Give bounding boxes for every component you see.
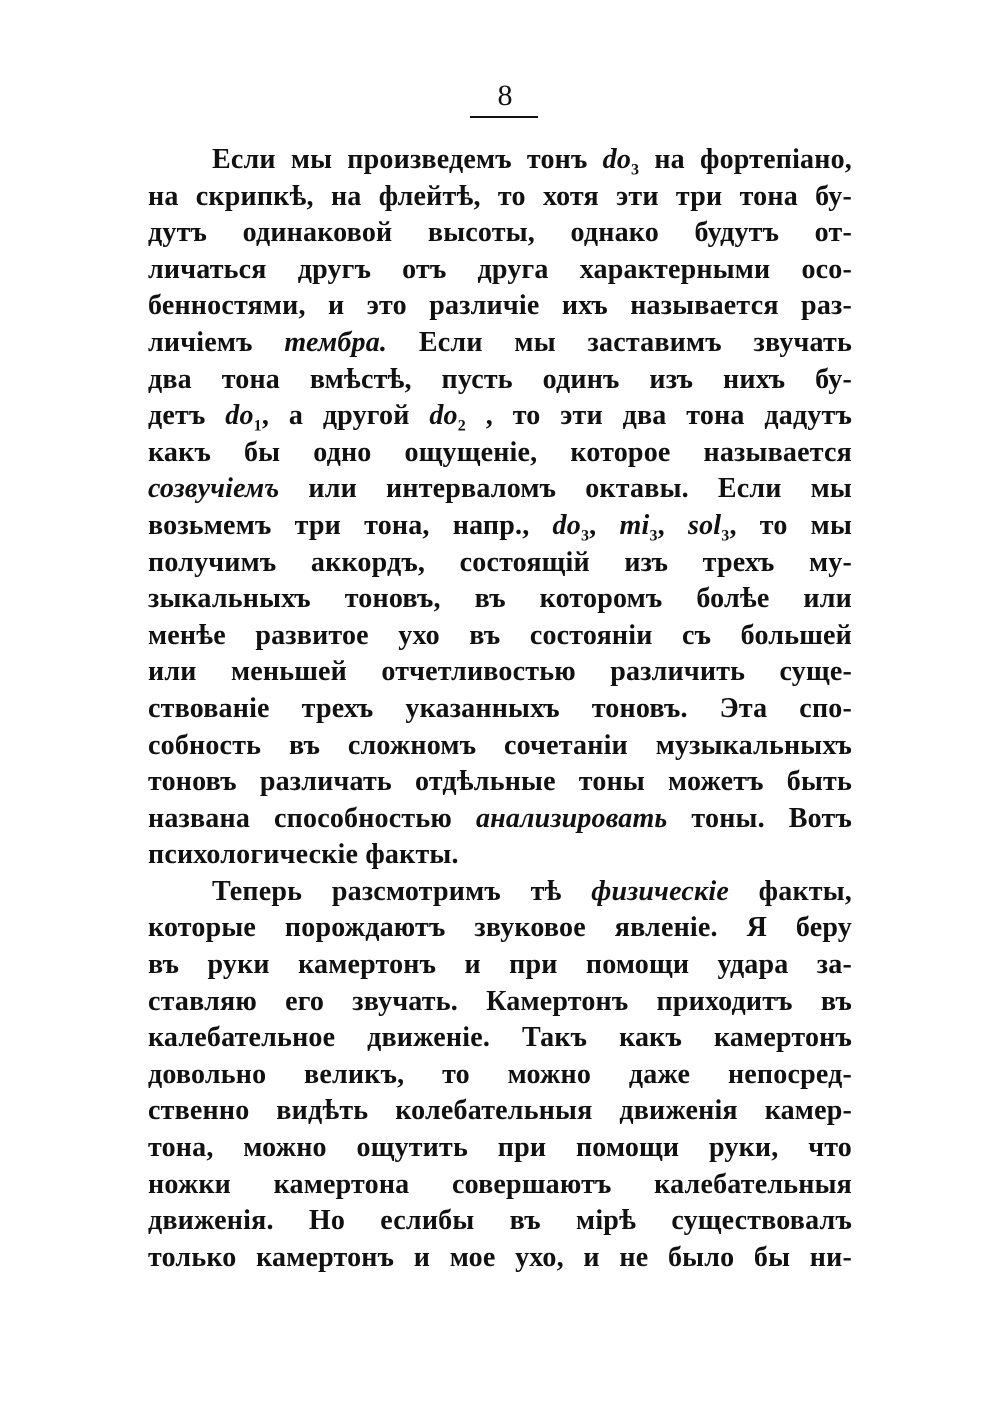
- text-run: тоновъ различать отдѣльные тоны можетъ быть: [148, 766, 852, 798]
- text-run: тоны. Вотъ: [667, 802, 852, 834]
- italic-text: do: [602, 144, 632, 175]
- text-line: [148, 874, 852, 911]
- text-line: [148, 1240, 852, 1277]
- text-line: [148, 471, 852, 508]
- text-run: Теперь разсмотримъ тѣ: [212, 875, 592, 907]
- italic-text: физическіе: [591, 875, 729, 907]
- italic-text: sol: [687, 509, 722, 541]
- text-run: дутъ одинаковой высоты, однако будутъ от-: [148, 217, 852, 249]
- text-run: факты,: [728, 875, 853, 907]
- text-line: [148, 325, 852, 362]
- italic-text: анализировать: [475, 802, 668, 834]
- subscript: 2: [457, 417, 466, 435]
- text-line: [148, 618, 852, 655]
- text-line: [148, 362, 852, 399]
- text-run: возьмемъ три тона, напр.,: [148, 509, 553, 541]
- subscript: 3: [580, 527, 590, 545]
- text-run: названа способностью: [148, 802, 476, 834]
- italic-text: do: [225, 400, 254, 432]
- text-line: [148, 545, 852, 582]
- italic-text: созвучіемъ: [148, 473, 280, 505]
- text-line: [148, 581, 852, 618]
- text-run: , то эти два тона дадутъ: [465, 400, 852, 432]
- text-run: которые порождаютъ звуковое явленіе. Я беру: [148, 912, 852, 944]
- text-run: ,: [657, 509, 688, 541]
- text-line: [148, 179, 852, 216]
- text-line: [148, 801, 852, 838]
- text-run: , то мы: [729, 509, 853, 541]
- text-run: менѣе развитое ухо въ состояніи съ большей: [148, 619, 852, 651]
- text-line: [148, 654, 852, 691]
- subscript: 3: [721, 527, 730, 545]
- text-line: [148, 947, 852, 984]
- text-line: [148, 837, 852, 874]
- subscript: 3: [631, 161, 640, 179]
- text-run: получимъ аккордъ, состоящій изъ трехъ му-: [148, 546, 852, 578]
- text-run: довольно великъ, то можно даже непосред-: [148, 1058, 852, 1090]
- text-line: [148, 1093, 852, 1130]
- text-run: тона, можно ощутить при помощи руки, что: [148, 1132, 852, 1164]
- text-run: въ руки камертонъ и при помощи удара за-: [148, 949, 852, 981]
- text-run: психологическіе факты.: [148, 839, 459, 871]
- text-line: [148, 1020, 852, 1057]
- text-line: [148, 398, 852, 435]
- text-run: зыкальныхъ тоновъ, въ которомъ болѣе или: [148, 583, 852, 615]
- text-line: [148, 252, 852, 289]
- text-run: или меньшей отчетливостью различить суще-: [148, 656, 852, 688]
- text-run: на фортепіано,: [639, 144, 852, 175]
- text-line: [148, 764, 852, 801]
- text-run: какъ бы одно ощущеніе, которое называется: [148, 436, 852, 468]
- text-line: [148, 508, 852, 545]
- text-run: детъ: [148, 400, 226, 432]
- italic-text: do: [552, 509, 581, 541]
- text-line: [148, 435, 852, 472]
- subscript: 1: [253, 417, 262, 435]
- text-run: два тона вмѣстѣ, пусть одинъ изъ нихъ бу-: [148, 363, 852, 395]
- text-line: [148, 1057, 852, 1094]
- text-run: или интерваломъ октавы. Если мы: [279, 473, 852, 505]
- text-run: на скрипкѣ, на флейтѣ, то хотя эти три тона бу-: [148, 180, 852, 212]
- text-run: бенностями, и это различіе ихъ называется раз-: [148, 290, 852, 322]
- text-run: личіемъ: [148, 326, 285, 358]
- text-line: [148, 288, 852, 325]
- text-run: ственно видѣть колебательныя движенія камер-: [148, 1095, 852, 1127]
- text-run: калебательное движеніе. Такъ какъ камертонъ: [148, 1022, 852, 1054]
- text-line: [148, 984, 852, 1021]
- subscript: 3: [649, 527, 658, 545]
- text-run: ствованіе трехъ указанныхъ тоновъ. Эта спо-: [148, 692, 852, 724]
- text-line: [148, 1203, 852, 1240]
- text-line: [148, 691, 852, 728]
- page-number-rule: [470, 116, 538, 118]
- text-line: [148, 1167, 852, 1204]
- text-run: личаться другъ отъ друга характерными осо-: [148, 253, 852, 285]
- text-line: [148, 1130, 852, 1167]
- text-run: ножки камертона совершаютъ калебательныя: [148, 1168, 852, 1200]
- page-number: 8: [497, 79, 513, 112]
- text-line: [148, 142, 852, 179]
- text-line: [148, 728, 852, 765]
- body-text: [148, 142, 852, 1276]
- text-run: Если мы заставимъ звучать: [387, 326, 852, 358]
- text-run: только камертонъ и мое ухо, и не было бы ни-: [148, 1241, 852, 1273]
- text-run: собность въ сложномъ сочетаніи музыкальныхъ: [148, 729, 852, 761]
- text-run: Если мы произведемъ тонъ: [212, 144, 603, 175]
- text-run: ,: [589, 509, 620, 541]
- text-run: движенія. Но еслибы въ мірѣ существовалъ: [148, 1205, 852, 1237]
- text-run: ставляю его звучать. Камертонъ приходитъ въ: [148, 985, 852, 1017]
- italic-text: mi: [619, 509, 650, 541]
- italic-text: do: [429, 400, 458, 432]
- italic-text: тембра.: [284, 326, 388, 358]
- text-run: , а другой: [261, 400, 430, 432]
- text-line: [148, 215, 852, 252]
- text-line: [148, 910, 852, 947]
